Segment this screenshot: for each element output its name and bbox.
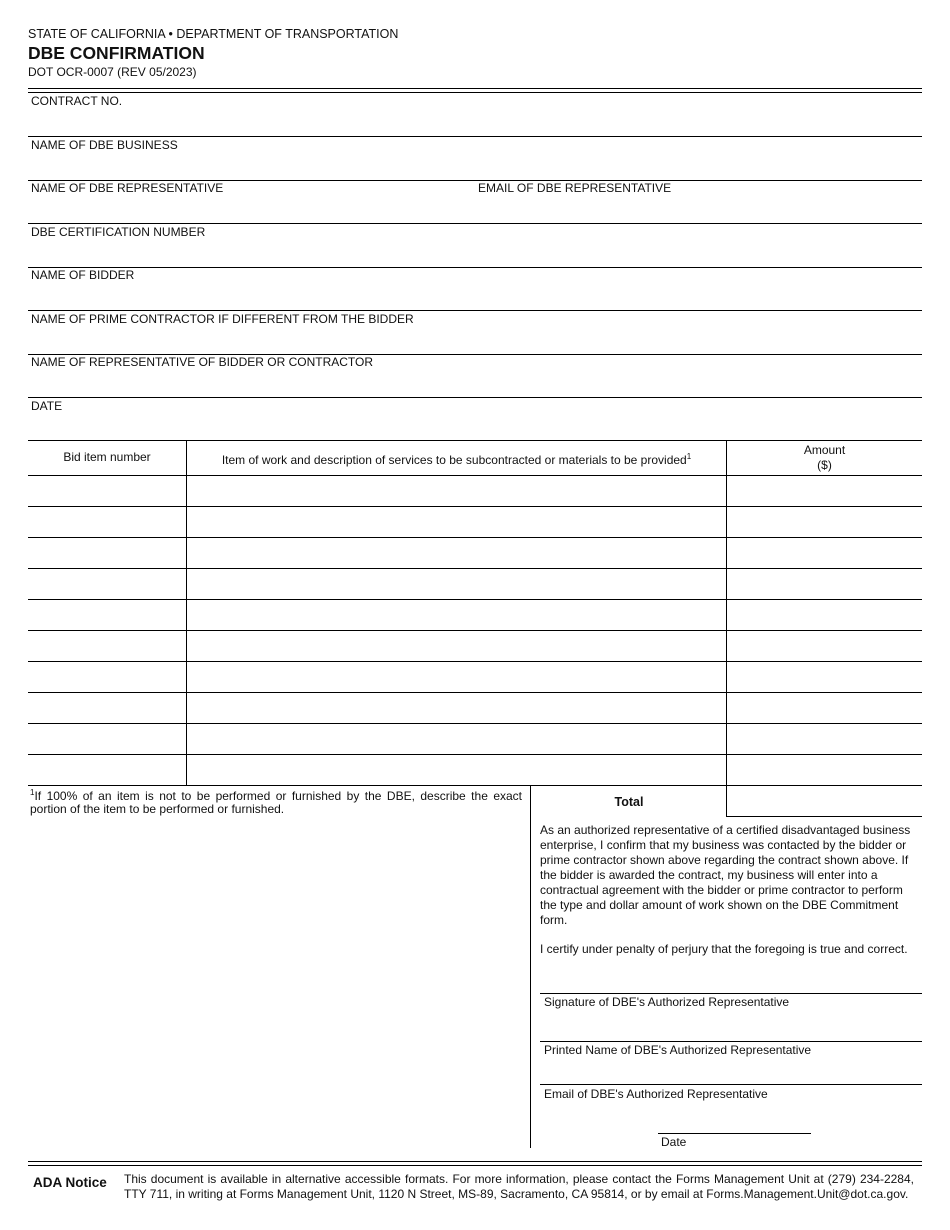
- amount-cell[interactable]: [727, 507, 922, 537]
- description-cell[interactable]: [187, 569, 726, 599]
- date-label: DATE: [31, 399, 63, 413]
- bottom-rule-1: [28, 1161, 922, 1162]
- amount-cell[interactable]: [727, 662, 922, 692]
- bid-item-number-header-text: Bid item number: [63, 450, 151, 464]
- amount-cell[interactable]: [727, 600, 922, 630]
- ada-notice-text: This document is available in alternative accessible formats. For more information, please contact the Forms Management Unit at (279) 234-2284, TTY 711, in writing at Forms Management Unit, 1120 N Street, MS-89, Sacramento, CA 95814, or by email at Forms.Management.Unit@dot.ca.gov.: [124, 1172, 914, 1201]
- description-header-text: Item of work and description of services to be subcontracted or materials to be provided: [221, 453, 687, 467]
- description-cell[interactable]: [187, 600, 726, 630]
- divider: [28, 136, 922, 137]
- bidder-name-label: NAME OF BIDDER: [31, 268, 135, 282]
- bid-item-number-cell[interactable]: [28, 538, 186, 568]
- description-cell[interactable]: [187, 724, 726, 754]
- bid-item-number-cell[interactable]: [28, 755, 186, 785]
- total-label: Total: [614, 795, 644, 809]
- amount-cell[interactable]: [727, 538, 922, 568]
- signature-line: [540, 993, 922, 994]
- amount-header: [727, 443, 922, 473]
- top-rule-1: [28, 88, 922, 89]
- bid-item-number-cell[interactable]: [28, 569, 186, 599]
- bid-item-number-cell[interactable]: [28, 693, 186, 723]
- divider: [28, 310, 922, 311]
- printed-name-label: Printed Name of DBE's Authorized Representative: [544, 1043, 812, 1057]
- amount-cell[interactable]: [727, 693, 922, 723]
- footnote-ref: 1: [686, 452, 692, 461]
- table-top-border: [28, 440, 922, 441]
- description-cell[interactable]: [187, 631, 726, 661]
- email-label: Email of DBE's Authorized Representative: [544, 1087, 768, 1101]
- divider: [28, 397, 922, 398]
- description-header: [187, 449, 726, 468]
- form-title: DBE CONFIRMATION: [28, 43, 205, 63]
- description-cell[interactable]: [187, 538, 726, 568]
- agency-header: STATE OF CALIFORNIA • DEPARTMENT OF TRANSPORTATION: [28, 27, 399, 41]
- footnote: [30, 790, 522, 815]
- footnote-marker: 1: [30, 788, 35, 797]
- total-bottom-border: [726, 816, 922, 817]
- amount-cell[interactable]: [727, 569, 922, 599]
- dbe-business-name-label: NAME OF DBE BUSINESS: [31, 138, 178, 152]
- certification-statement: As an authorized representative of a certified disadvantaged business enterprise, I confirm that my business was contacted by the bidder or prime contractor shown above regarding the contract shown above. If the bidder is awarded the contract, my business will enter into a contractual agreement with the bidder or prime contractor to perform the type and dollar amount of work shown on the DBE Commitment form.: [540, 823, 911, 927]
- top-rule-2: [28, 92, 922, 93]
- amount-cell[interactable]: [727, 476, 922, 506]
- bid-item-number-cell[interactable]: [28, 476, 186, 506]
- bid-item-number-cell[interactable]: [28, 662, 186, 692]
- total-amount-cell[interactable]: [727, 786, 922, 816]
- amount-cell[interactable]: [727, 755, 922, 785]
- perjury-statement: I certify under penalty of perjury that the foregoing is true and correct.: [540, 942, 908, 956]
- divider: [28, 223, 922, 224]
- dbe-representative-name-label: NAME OF DBE REPRESENTATIVE: [31, 181, 224, 195]
- bid-item-number-cell[interactable]: [28, 600, 186, 630]
- amount-cell[interactable]: [727, 631, 922, 661]
- signature-date-line: [658, 1133, 811, 1134]
- bidder-representative-name-label: NAME OF REPRESENTATIVE OF BIDDER OR CONTRACTOR: [31, 355, 374, 369]
- printed-name-line: [540, 1041, 922, 1042]
- amount-header-line2: ($): [817, 458, 832, 472]
- dbe-certification-number-label: DBE CERTIFICATION NUMBER: [31, 225, 206, 239]
- description-cell[interactable]: [187, 507, 726, 537]
- form-number: DOT OCR-0007 (REV 05/2023): [28, 65, 197, 79]
- amount-cell[interactable]: [727, 724, 922, 754]
- description-cell[interactable]: [187, 476, 726, 506]
- bid-item-number-cell[interactable]: [28, 631, 186, 661]
- bid-item-number-cell[interactable]: [28, 507, 186, 537]
- description-cell[interactable]: [187, 693, 726, 723]
- bid-item-number-header: [28, 450, 186, 465]
- amount-header-line1: Amount: [803, 443, 846, 457]
- signature-label: Signature of DBE's Authorized Representative: [544, 995, 790, 1009]
- dbe-representative-email-label: EMAIL OF DBE REPRESENTATIVE: [478, 181, 672, 195]
- bottom-rule-2: [28, 1165, 922, 1166]
- bid-item-number-cell[interactable]: [28, 724, 186, 754]
- description-cell[interactable]: [187, 755, 726, 785]
- contract-no-label: CONTRACT NO.: [31, 94, 123, 108]
- prime-contractor-name-label: NAME OF PRIME CONTRACTOR IF DIFFERENT FROM THE BIDDER: [31, 312, 414, 326]
- email-line: [540, 1084, 922, 1085]
- total-left-border: [530, 785, 531, 1148]
- ada-notice-label: ADA Notice: [33, 1175, 107, 1190]
- divider: [28, 267, 922, 268]
- signature-date-label: Date: [661, 1135, 687, 1149]
- description-cell[interactable]: [187, 662, 726, 692]
- footnote-text: If 100% of an item is not to be performed or furnished by the DBE, describe the exact portion of the item to be performed or furnished.: [30, 789, 522, 816]
